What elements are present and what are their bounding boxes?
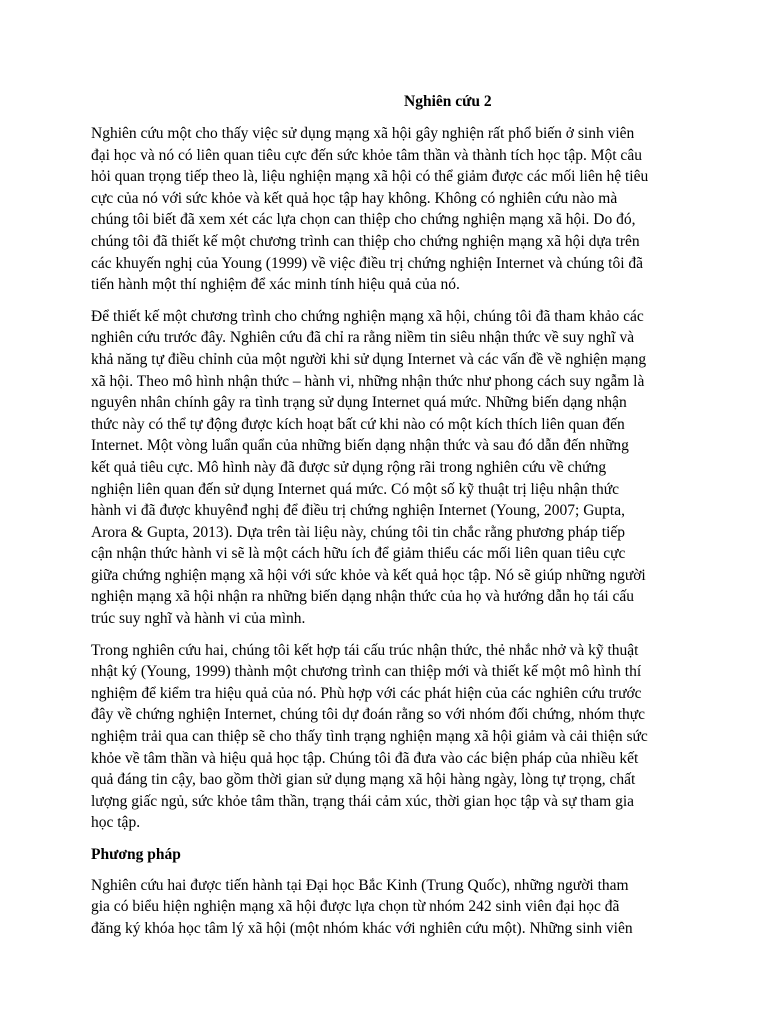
section-heading-methods: Phương pháp bbox=[91, 846, 181, 863]
paragraph-4: Nghiên cứu hai được tiến hành tại Đại học Bắc Kinh (Trung Quốc), những người tham gia có biểu hiện nghiện mạng xã hội được lựa chọn từ nhóm 242 sinh viên đại học đã đăng ký khóa học tâm lý xã hội (một nhóm khác với nghiên cứu một). Những sinh viên bbox=[91, 876, 633, 937]
paragraph-2: Để thiết kế một chương trình cho chứng nghiện mạng xã hội, chúng tôi đã tham khảo các nghiên cứu trước đây. Nghiên cứu đã chỉ ra rằng niềm tin siêu nhận thức về suy nghĩ và khả năng tự điều chỉnh của một người khi sử dụng Internet và các vấn đề về nghiện mạng xã hội. Theo mô hình nhận thức – hành vi, những nhận thức như phong cách suy ngẫm là nguyên nhân chính gây ra tình trạng sử dụng Internet quá mức. Những biến dạng nhận thức này có thể tự động được kích hoạt bất cứ khi nào có một kích thích liên quan đến Internet. Một vòng luẩn quẩn của những biến dạng nhận thức và sau đó dẫn đến những kết quả tiêu cực. Mô hình này đã được sử dụng rộng rãi trong nghiên cứu về chứng nghiện liên quan đến sử dụng Internet quá mức. Có một số kỹ thuật trị liệu nhận thức hành vi đã được khuyênđ nghị để điều trị chứng nghiện Internet (Young, 2007; Gupta, Arora & Gupta, 2013). Dựa trên tài liệu này, chúng tôi tin chắc rằng phương pháp tiếp cận nhận thức hành vi sẽ là một cách hữu ích để giảm thiểu các mối liên quan tiêu cực giữa chứng nghiện mạng xã hội với sức khỏe và kết quả học tập. Nó sẽ giúp những người nghiện mạng xã hội nhận ra những biến dạng nhận thức của họ và hướng dẫn họ tái cấu trúc suy nghĩ và hành vi của mình. bbox=[91, 307, 647, 628]
page-title: Nghiên cứu 2 bbox=[404, 93, 492, 110]
paragraph-3: Trong nghiên cứu hai, chúng tôi kết hợp tái cấu trúc nhận thức, thẻ nhắc nhở và kỹ thuật nhật ký (Young, 1999) thành một chương trình can thiệp mới và thiết kế một mô hình thí nghiệm để kiểm tra hiệu quả của nó. Phù hợp với các phát hiện của các nghiên cứu trước đây về chứng nghiện Internet, chúng tôi dự đoán rằng so với nhóm đối chứng, nhóm thực nghiệm trải qua can thiệp sẽ cho thấy tình trạng nghiện mạng xã hội giảm và cải thiện sức khỏe về tâm thần và hiệu quả học tập. Chúng tôi đã đưa vào các biện pháp của nhiều kết quả đáng tin cậy, bao gồm thời gian sử dụng mạng xã hội hàng ngày, lòng tự trọng, chất lượng giấc ngủ, sức khỏe tâm thần, trạng thái cảm xúc, thời gian học tập và sự tham gia học tập. bbox=[91, 641, 648, 832]
paragraph-1: Nghiên cứu một cho thấy việc sử dụng mạng xã hội gây nghiện rất phổ biến ở sinh viên đại học và nó có liên quan tiêu cực đến sức khỏe tâm thần và thành tích học tập. Một câu hỏi quan trọng tiếp theo là, liệu nghiện mạng xã hội có thể giảm được các mối liên hệ tiêu cực của nó với sức khỏe và kết quả học tập hay không. Không có nghiên cứu nào mà chúng tôi biết đã xem xét các lựa chọn can thiệp cho chứng nghiện mạng xã hội. Do đó, chúng tôi đã thiết kế một chương trình can thiệp cho chứng nghiện mạng xã hội dựa trên các khuyến nghị của Young (1999) về việc điều trị chứng nghiện Internet và chúng tôi đã tiến hành một thí nghiệm để xác minh tính hiệu quả của nó. bbox=[91, 125, 649, 294]
